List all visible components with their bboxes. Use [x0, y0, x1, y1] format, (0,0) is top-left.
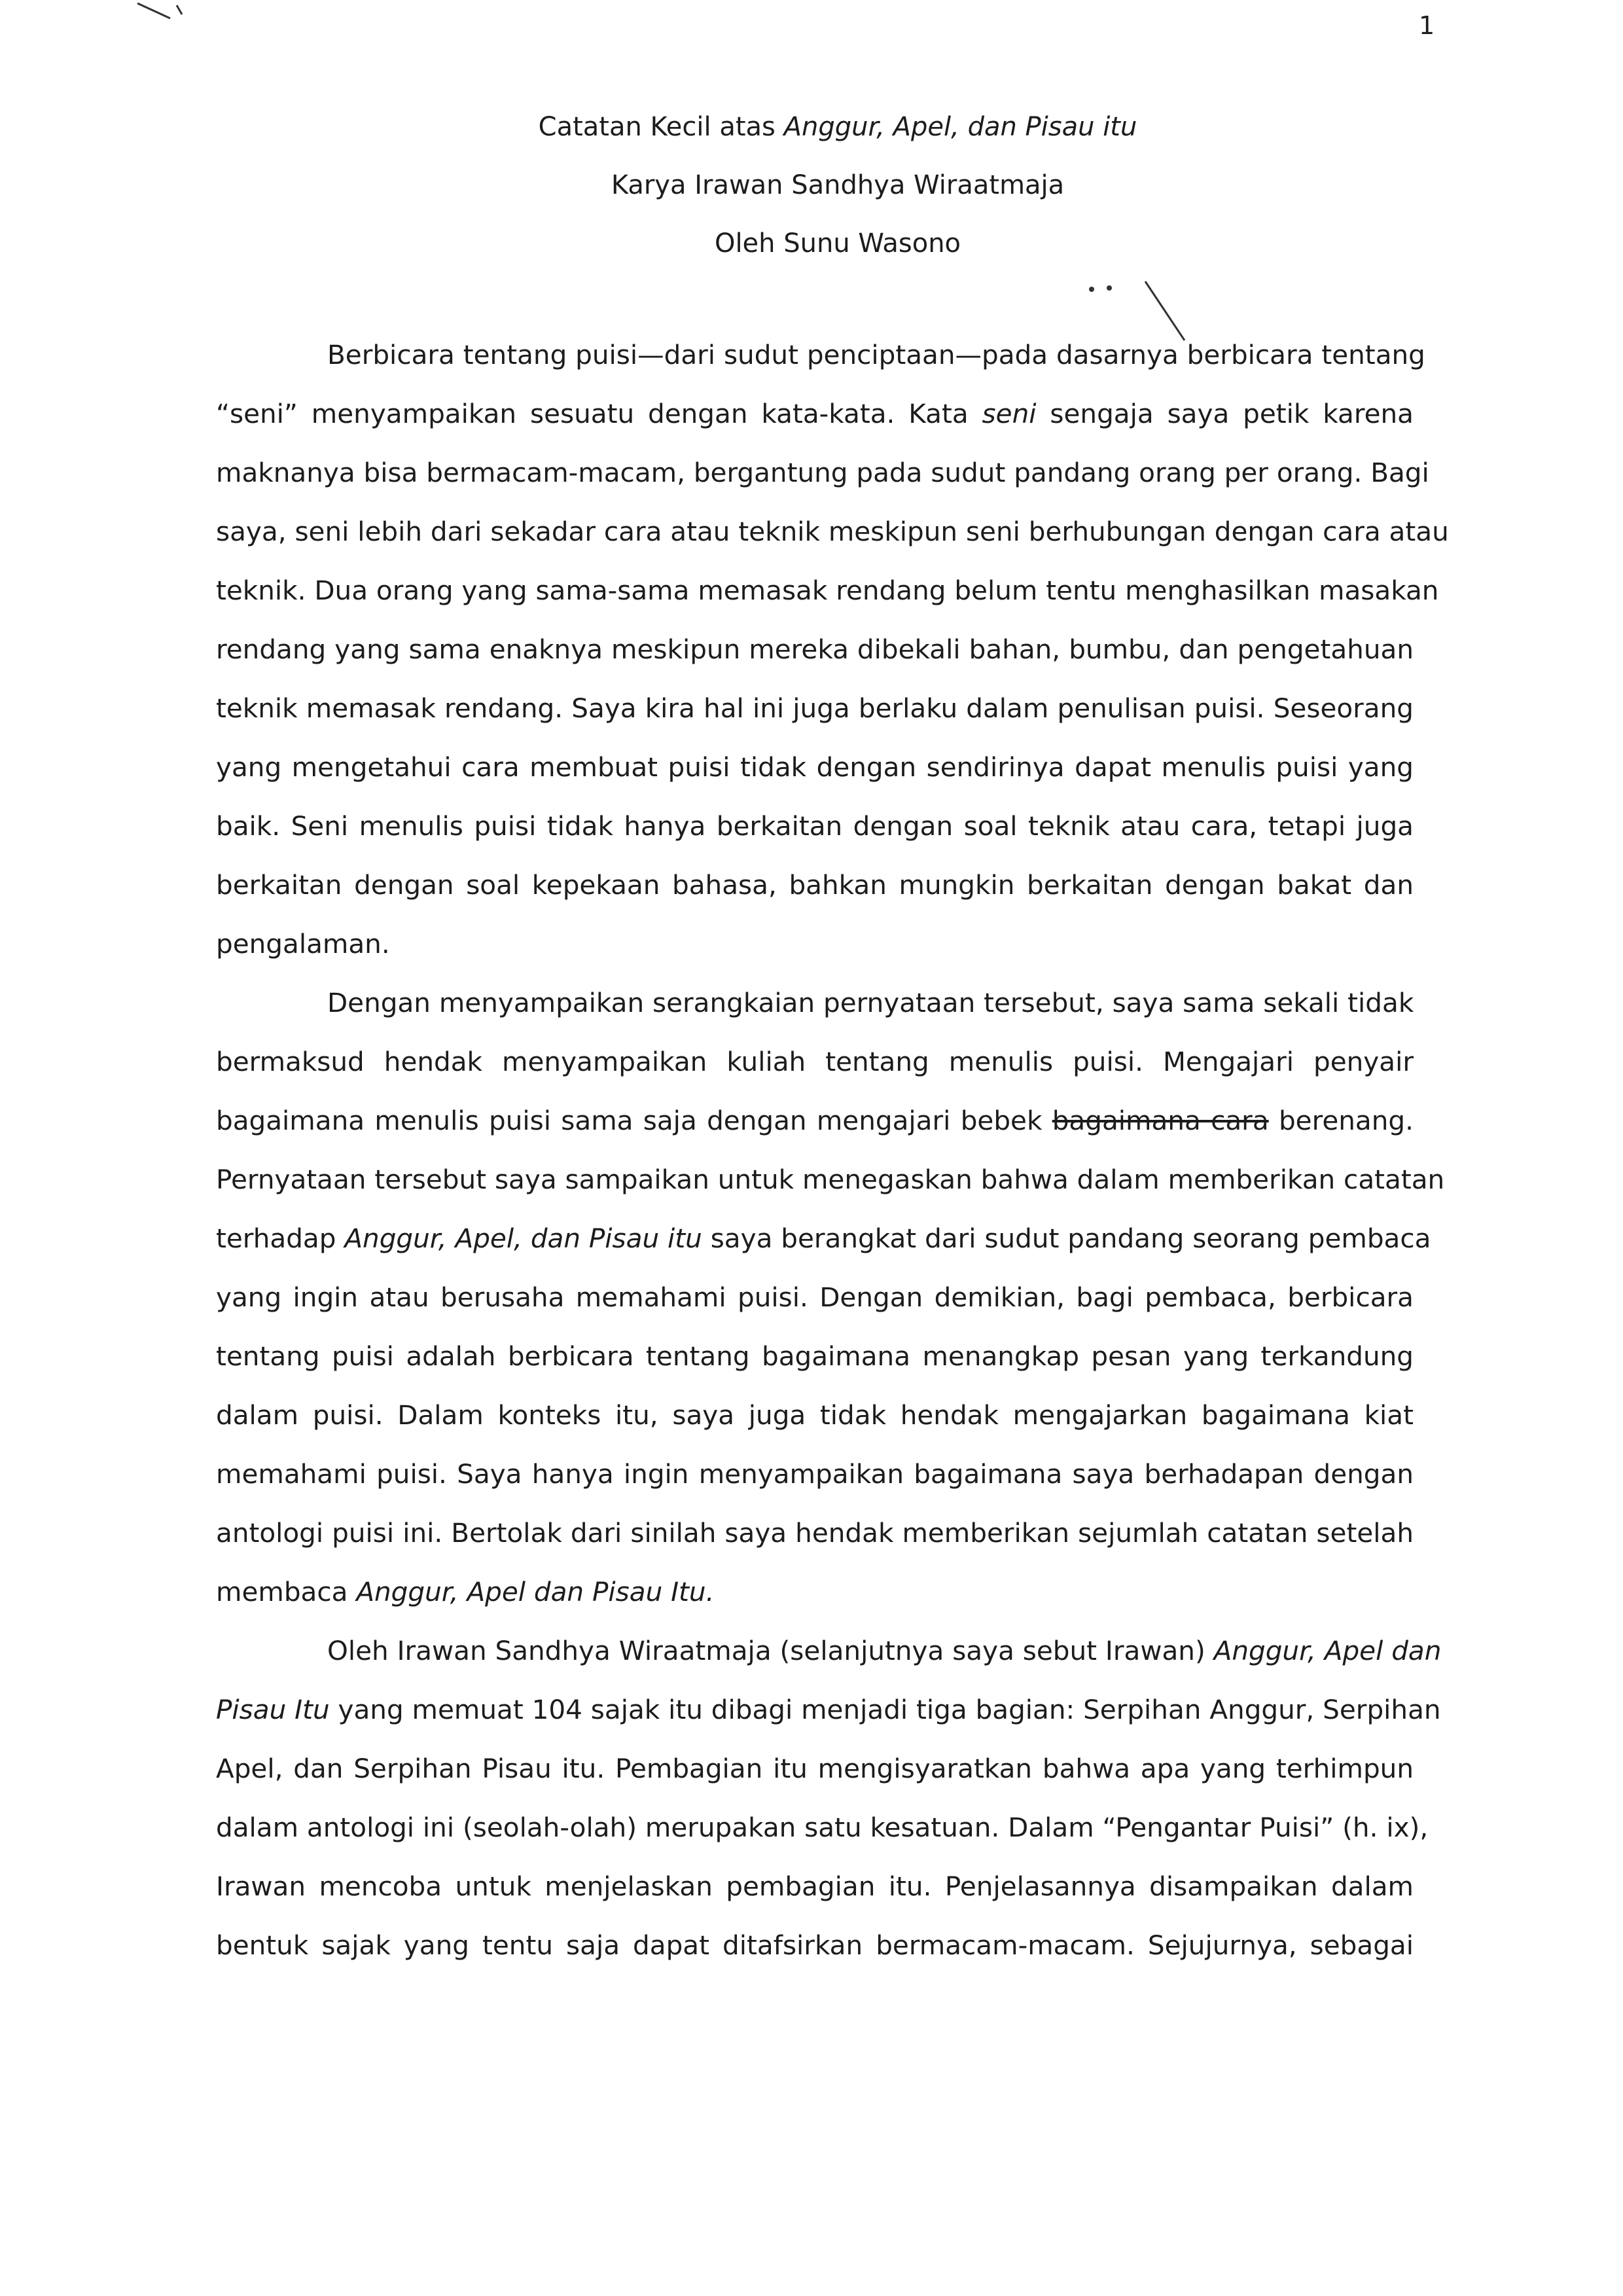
italic-run: Pisau Itu: [216, 1694, 330, 1725]
italic-run: Anggur, Apel dan Pisau Itu.: [356, 1576, 715, 1607]
italic-run: Anggur, Apel, dan Pisau itu: [344, 1223, 702, 1254]
title-prefix: Catatan Kecil atas: [538, 112, 784, 142]
author-line: Karya Irawan Sandhya Wiraatmaja: [611, 170, 1065, 200]
struck-text: bagaimana cara: [1052, 1105, 1269, 1136]
byline: Oleh Sunu Wasono: [714, 228, 961, 259]
text-run: Oleh Irawan Sandhya Wiraatmaja (selanjutnya saya sebut Irawan): [327, 1635, 1214, 1666]
body-line: pengalaman.: [216, 928, 390, 960]
body-line: dalam puisi. Dalam konteks itu, saya juga tidak hendak mengajarkan bagaimana kiat: [216, 1399, 1414, 1431]
body-line: yang mengetahui cara membuat puisi tidak dengan sendirinya dapat menulis puisi yang: [216, 751, 1414, 783]
body-line: bermaksud hendak menyampaikan kuliah tentang menulis puisi. Mengajari penyair: [216, 1046, 1414, 1077]
text-run: yang memuat 104 sajak itu dibagi menjadi tiga bagian: Serpihan Anggur, Serpihan: [329, 1694, 1441, 1725]
italic-run: Anggur, Apel dan: [1213, 1635, 1442, 1666]
body-line: teknik memasak rendang. Saya kira hal ini juga berlaku dalam penulisan puisi. Seseorang: [216, 692, 1414, 724]
body-line: bentuk sajak yang tentu saja dapat ditafsirkan bermacam-macam. Sejujurnya, sebagai: [216, 1929, 1414, 1961]
body-line: [216, 1576, 1414, 1608]
body-line: [216, 1635, 1442, 1667]
body-line: [216, 1105, 1414, 1137]
body-line: Dengan menyampaikan serangkaian pernyataan tersebut, saya sama sekali tidak: [327, 987, 1414, 1018]
body-line: [216, 1223, 1431, 1255]
corner-pen-mark: [131, 0, 209, 26]
page-number: 1: [1419, 11, 1435, 40]
body-line: dalam antologi ini (seolah-olah) merupakan satu kesatuan. Dalam “Pengantar Puisi” (h. ix),: [216, 1812, 1429, 1843]
text-run: bagaimana menulis puisi sama saja dengan mengajari bebek: [216, 1105, 1052, 1136]
text-run: saya berangkat dari sudut pandang seorang pembaca: [702, 1223, 1431, 1254]
text-run: terhadap: [216, 1223, 345, 1254]
body-line: teknik. Dua orang yang sama-sama memasak rendang belum tentu menghasilkan masakan: [216, 575, 1439, 606]
text-run: “seni” menyampaikan sesuatu dengan kata-kata. Kata: [216, 398, 982, 429]
body-line: baik. Seni menulis puisi tidak hanya berkaitan dengan soal teknik atau cara, tetapi juga: [216, 810, 1414, 842]
body-line: Pernyataan tersebut saya sampaikan untuk menegaskan bahwa dalam memberikan catatan: [216, 1164, 1445, 1195]
body-line: [216, 1694, 1441, 1726]
body-line: rendang yang sama enaknya meskipun mereka dibekali bahan, bumbu, dan pengetahuan: [216, 634, 1414, 665]
body-line: yang ingin atau berusaha memahami puisi. Dengan demikian, bagi pembaca, berbicara: [216, 1282, 1414, 1313]
body-line: [216, 398, 1414, 430]
body-line: Irawan mencoba untuk menjelaskan pembagian itu. Penjelasannya disampaikan dalam: [216, 1871, 1414, 1902]
body-line: antologi puisi ini. Bertolak dari sinilah saya hendak memberikan sejumlah catatan setelah: [216, 1517, 1414, 1549]
italic-run: seni: [982, 398, 1037, 429]
body-line: tentang puisi adalah berbicara tentang bagaimana menangkap pesan yang terkandung: [216, 1340, 1414, 1372]
body-line: saya, seni lebih dari sekadar cara atau teknik meskipun seni berhubungan dengan cara atau: [216, 516, 1449, 547]
body-line: berkaitan dengan soal kepekaan bahasa, bahkan mungkin berkaitan dengan bakat dan: [216, 869, 1414, 901]
body-line: Apel, dan Serpihan Pisau itu. Pembagian itu mengisyaratkan bahwa apa yang terhimpun: [216, 1753, 1414, 1784]
title-italic: Anggur, Apel, dan Pisau itu: [783, 112, 1137, 142]
text-run: berenang.: [1268, 1105, 1414, 1136]
body-line: Berbicara tentang puisi—dari sudut penciptaan—pada dasarnya berbicara tentang: [327, 339, 1425, 370]
body-line: maknanya bisa bermacam-macam, bergantung pada sudut pandang orang per orang. Bagi: [216, 457, 1429, 488]
document-title: [393, 98, 1283, 156]
text-run: membaca: [216, 1576, 357, 1607]
body-line: memahami puisi. Saya hanya ingin menyampaikan bagaimana saya berhadapan dengan: [216, 1458, 1414, 1490]
title-block: [393, 98, 1283, 273]
text-run: sengaja saya petik karena: [1036, 398, 1414, 429]
